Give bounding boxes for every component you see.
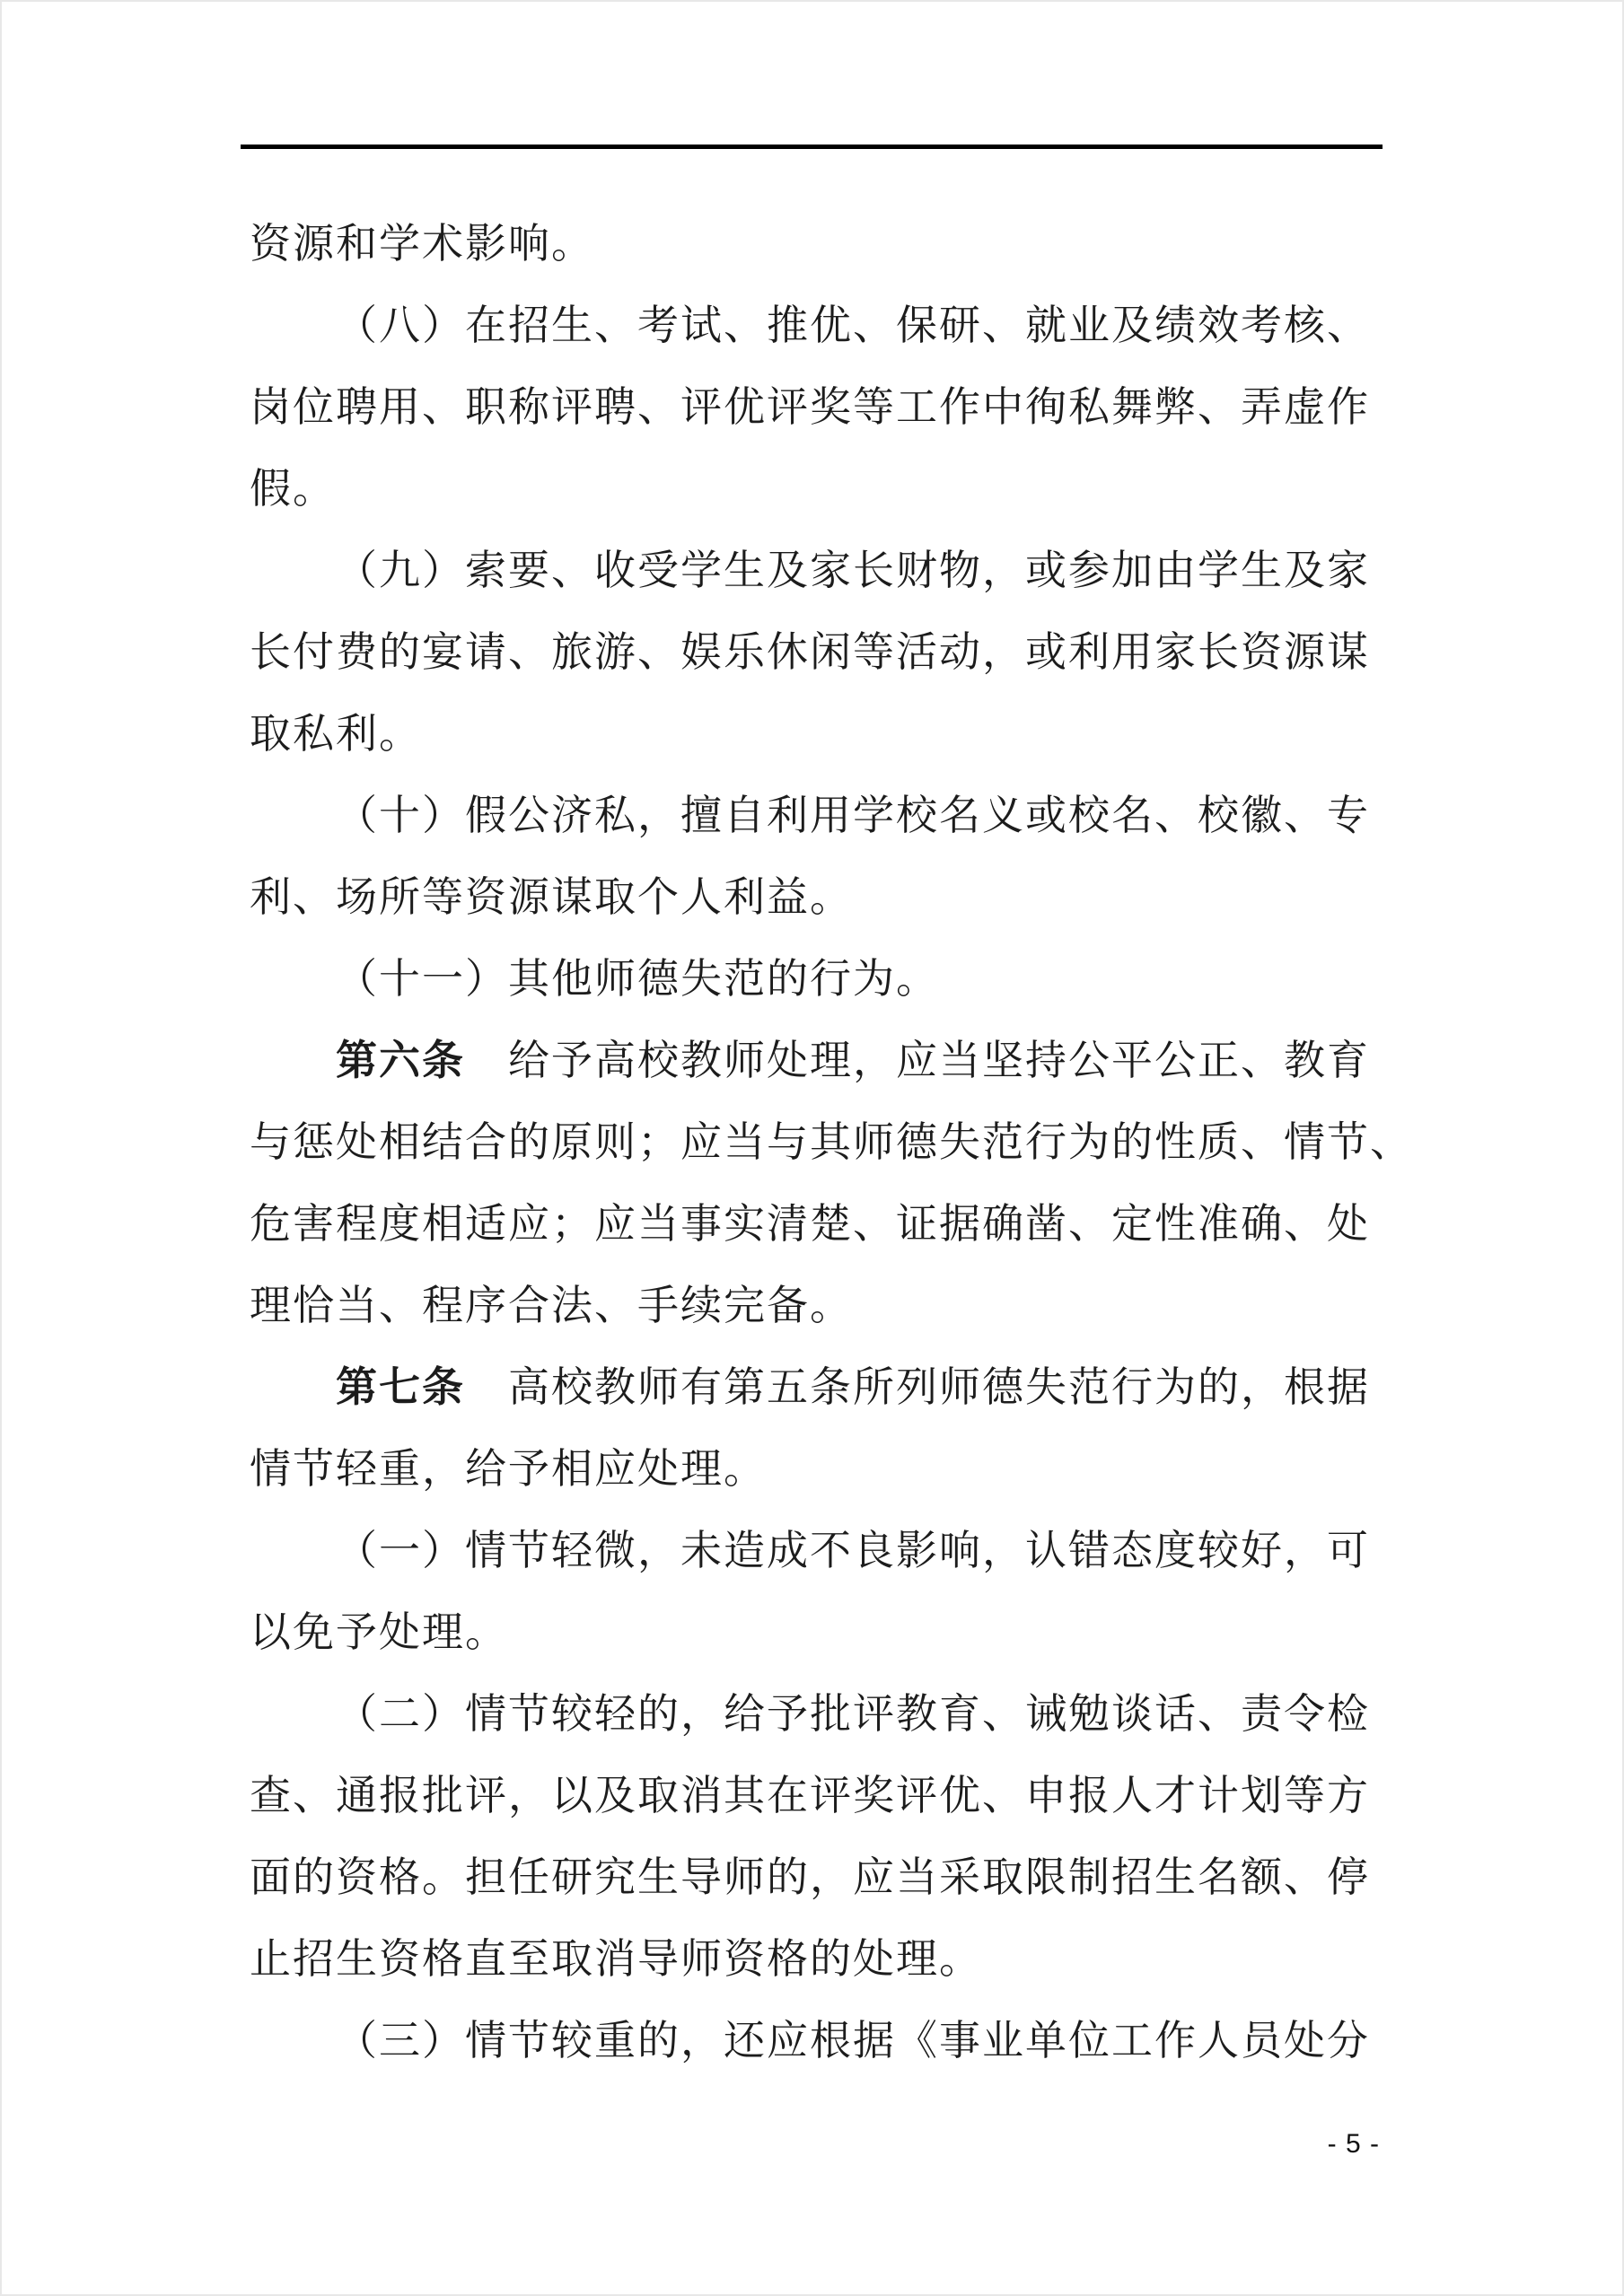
document-body <box>250 203 1413 2081</box>
text-line: 资源和学术影响。 <box>250 221 594 267</box>
text-line: 第七条 高校教师有第五条所列师德失范行为的，根据 <box>336 1364 1370 1410</box>
text-line: 止招生资格直至取消导师资格的处理。 <box>250 1936 982 1982</box>
text-line: （十一）其他师德失范的行为。 <box>336 956 939 1002</box>
text-line: 查、通报批评，以及取消其在评奖评优、申报人才计划等方 <box>250 1773 1370 1818</box>
text-line: （八）在招生、考试、推优、保研、就业及绩效考核、 <box>336 302 1370 348</box>
text-line: 危害程度相适应；应当事实清楚、证据确凿、定性准确、处 <box>250 1201 1370 1247</box>
text-line: （九）索要、收受学生及家长财物，或参加由学生及家 <box>336 548 1370 593</box>
text-line: 假。 <box>250 466 336 512</box>
text-line: 利、场所等资源谋取个人利益。 <box>250 874 853 920</box>
header-rule <box>241 145 1383 149</box>
article-number-bold: 第七条 <box>336 1364 465 1410</box>
text-line: （十）假公济私，擅自利用学校名义或校名、校徽、专 <box>336 793 1370 838</box>
text-line: 与惩处相结合的原则；应当与其师德失范行为的性质、情节、 <box>250 1119 1413 1165</box>
article-number-bold: 第六条 <box>336 1038 465 1083</box>
text-line: 岗位聘用、职称评聘、评优评奖等工作中徇私舞弊、弄虚作 <box>250 384 1370 430</box>
text-line: （一）情节轻微，未造成不良影响，认错态度较好，可 <box>336 1528 1370 1573</box>
text-line: 以免予处理。 <box>250 1609 508 1655</box>
text-line: 第六条 给予高校教师处理，应当坚持公平公正、教育 <box>336 1038 1370 1083</box>
text-line: 取私利。 <box>250 711 422 757</box>
text-line: 面的资格。担任研究生导师的，应当采取限制招生名额、停 <box>250 1854 1370 1900</box>
text-line: 长付费的宴请、旅游、娱乐休闲等活动，或利用家长资源谋 <box>250 629 1370 675</box>
text-line: 情节轻重，给予相应处理。 <box>250 1446 767 1492</box>
text-line: （三）情节较重的，还应根据《事业单位工作人员处分 <box>336 2018 1370 2064</box>
text-line: 理恰当、程序合法、手续完备。 <box>250 1283 853 1328</box>
text-line: （二）情节较轻的，给予批评教育、诫勉谈话、责令检 <box>336 1691 1370 1737</box>
page-number: - 5 - <box>1327 2129 1380 2159</box>
